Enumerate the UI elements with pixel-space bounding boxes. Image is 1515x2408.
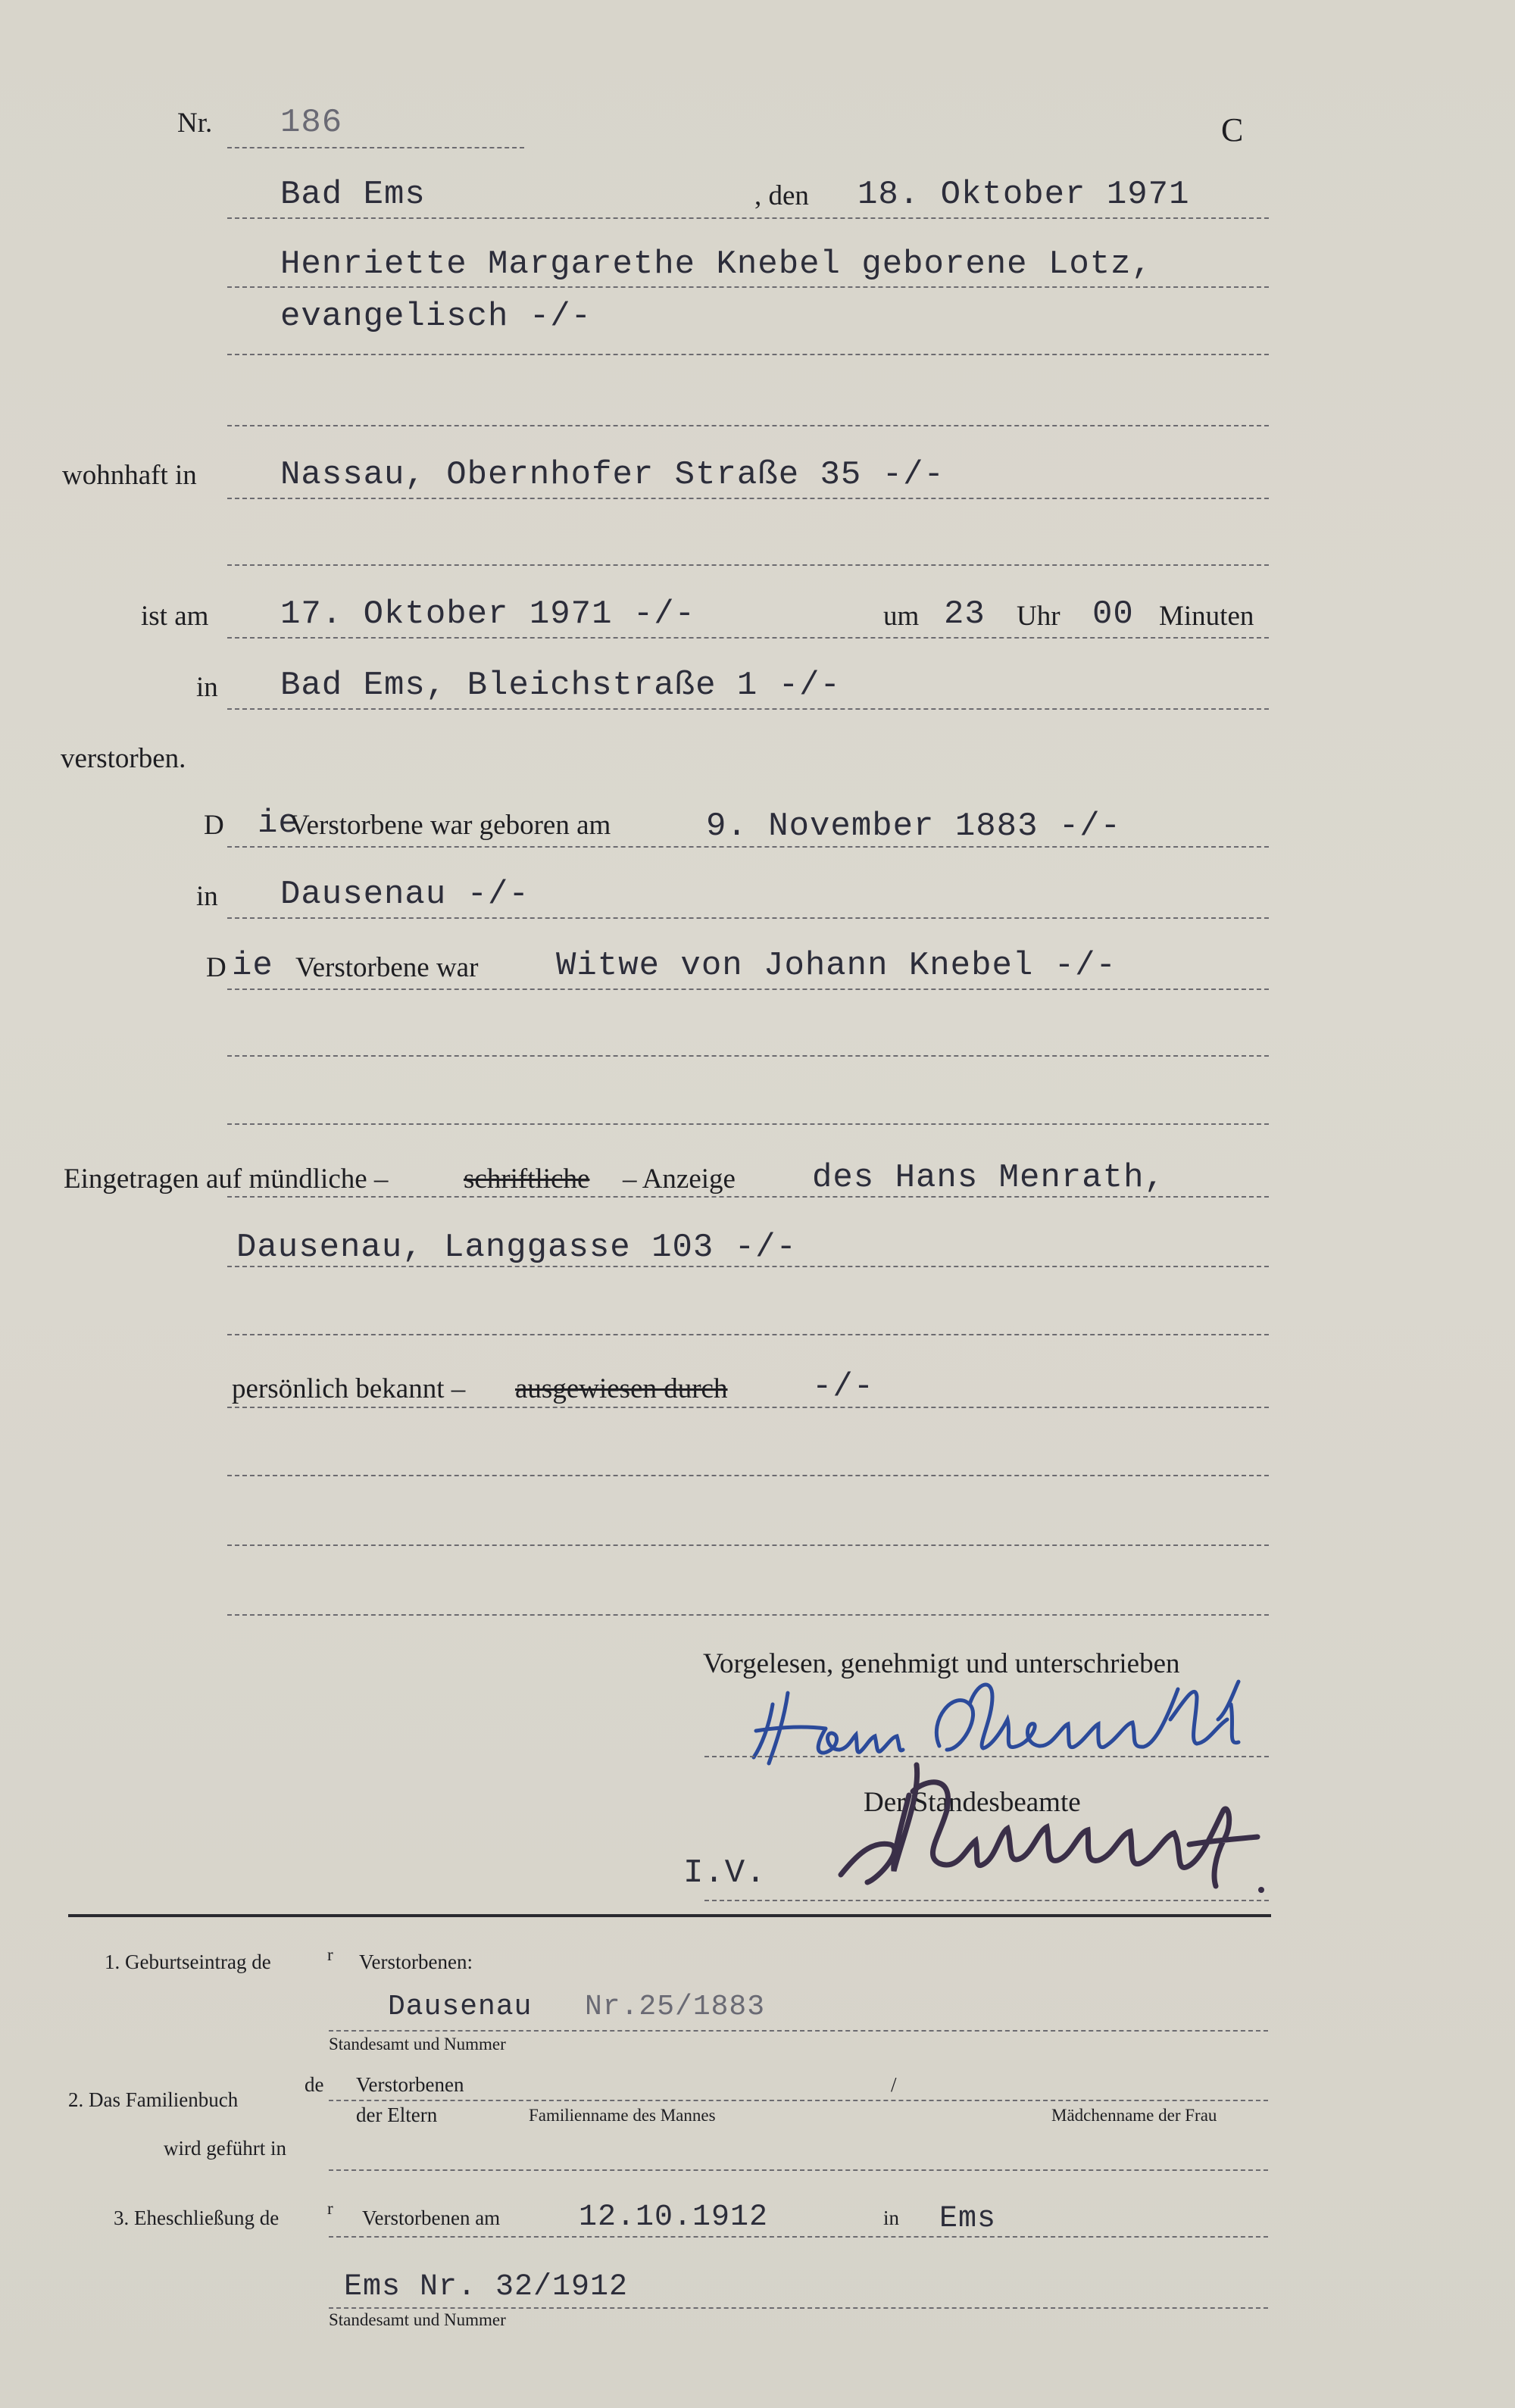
rule	[227, 988, 1269, 990]
rule	[227, 564, 1269, 566]
footer-divider	[68, 1914, 1271, 1917]
struck-schriftliche: schriftliche	[464, 1163, 590, 1195]
rule	[227, 1614, 1269, 1616]
rule	[227, 1123, 1269, 1125]
rule	[227, 1407, 1269, 1408]
ist-am-label: ist am	[141, 601, 209, 632]
born-prefix: D	[204, 810, 224, 841]
bekannt-label: persönlich bekannt –	[232, 1373, 466, 1404]
marriage-date: 12.10.1912	[579, 2200, 769, 2235]
birth-registry-number: Nr.25/1883	[585, 1991, 766, 2023]
informant-address: Dausenau, Langgasse 103 -/-	[236, 1229, 797, 1266]
death-date: 17. Oktober 1971 -/-	[280, 595, 696, 633]
item2-verstorbenen: Verstorbenen	[356, 2073, 464, 2096]
rule	[227, 637, 1269, 639]
in-label: in	[196, 672, 218, 703]
bekannt-value: -/-	[812, 1368, 875, 1406]
verstorben-label: verstorben.	[61, 743, 186, 774]
vorgelesen-label: Vorgelesen, genehmigt und unterschrieben	[703, 1648, 1180, 1679]
standesbeamte-label: Der Standesbeamte	[864, 1787, 1081, 1818]
rule	[329, 2236, 1268, 2238]
rule	[227, 286, 1269, 288]
item2-slash: /	[891, 2073, 897, 2096]
birth-in-label: in	[196, 881, 218, 912]
rule	[227, 846, 1269, 848]
record-date: 18. Oktober 1971	[857, 176, 1190, 214]
uhr-label: Uhr	[1017, 601, 1060, 632]
marriage-place: Ems	[939, 2202, 997, 2236]
rule	[704, 1900, 1269, 1901]
um-label: um	[883, 601, 920, 632]
rule	[227, 708, 1269, 710]
item2-eltern: der Eltern	[356, 2103, 438, 2126]
rule	[227, 425, 1269, 426]
corner-mark: C	[1221, 111, 1244, 148]
rule	[227, 354, 1269, 355]
standesamt-caption-2: Standesamt und Nummer	[329, 2310, 506, 2329]
religion: evangelisch -/-	[280, 298, 592, 336]
rule	[329, 2307, 1268, 2309]
rule	[227, 147, 524, 148]
death-place: Bad Ems, Bleichstraße 1 -/-	[280, 667, 841, 704]
official-signature-icon	[833, 1750, 1280, 1894]
rule	[227, 498, 1269, 499]
birth-place: Dausenau -/-	[280, 876, 529, 914]
status-prefix: D	[206, 952, 226, 983]
born-prefix-suffix: ie	[258, 804, 299, 842]
minuten-label: Minuten	[1159, 601, 1254, 632]
den-label: , den	[754, 180, 809, 211]
standesamt-caption: Standesamt und Nummer	[329, 2035, 506, 2054]
item3-suffix: Verstorbenen am	[362, 2207, 501, 2229]
born-label: Verstorbene war geboren am	[289, 810, 611, 841]
wohnhaft-label: wohnhaft in	[62, 460, 197, 491]
item2-frau-caption: Mädchenname der Frau	[1051, 2106, 1217, 2125]
rule	[227, 1544, 1269, 1546]
rule	[227, 1266, 1269, 1267]
rule	[329, 2030, 1268, 2032]
item1-suffix: Verstorbenen:	[359, 1950, 473, 1973]
rule	[329, 2100, 1268, 2101]
death-hour: 23	[944, 595, 986, 633]
item3-sup: r	[327, 2199, 333, 2218]
item2-wird: wird geführt in	[164, 2137, 286, 2160]
birth-date: 9. November 1883 -/-	[706, 807, 1122, 845]
item3-label: 3. Eheschließung de	[114, 2207, 280, 2229]
item1-sup: r	[327, 1945, 333, 1964]
birth-registry-office: Dausenau	[388, 1991, 533, 2023]
rule	[329, 2169, 1268, 2171]
rule	[227, 217, 1269, 219]
deceased-name: Henriette Margarethe Knebel geborene Lotz,	[280, 245, 1152, 283]
residence: Nassau, Obernhofer Straße 35 -/-	[280, 456, 945, 494]
status-label: Verstorbene war	[295, 952, 479, 983]
death-minutes: 00	[1092, 595, 1134, 633]
struck-ausgewiesen: ausgewiesen durch	[515, 1373, 728, 1404]
rule	[227, 1196, 1269, 1198]
marital-status: Witwe von Johann Knebel -/-	[556, 947, 1117, 985]
iv-label: I.V.	[683, 1854, 767, 1892]
record-number: 186	[280, 104, 343, 142]
item1-label: 1. Geburtseintrag de	[105, 1950, 271, 1973]
nr-label: Nr.	[177, 108, 213, 139]
status-prefix-suffix: ie	[232, 947, 273, 985]
item2-label: 2. Das Familienbuch	[68, 2088, 239, 2111]
rule	[227, 1055, 1269, 1057]
eingetragen-label: Eingetragen auf mündliche –	[64, 1163, 389, 1195]
anzeige-label: – Anzeige	[623, 1163, 736, 1195]
marriage-registry: Ems Nr. 32/1912	[344, 2270, 629, 2304]
place: Bad Ems	[280, 176, 426, 214]
item3-in: in	[883, 2207, 900, 2229]
rule	[227, 1334, 1269, 1335]
rule	[227, 917, 1269, 919]
item2-de: de	[305, 2073, 324, 2096]
item2-mann-caption: Familienname des Mannes	[529, 2106, 716, 2125]
rule	[227, 1475, 1269, 1476]
informant-name: des Hans Menrath,	[812, 1159, 1165, 1197]
